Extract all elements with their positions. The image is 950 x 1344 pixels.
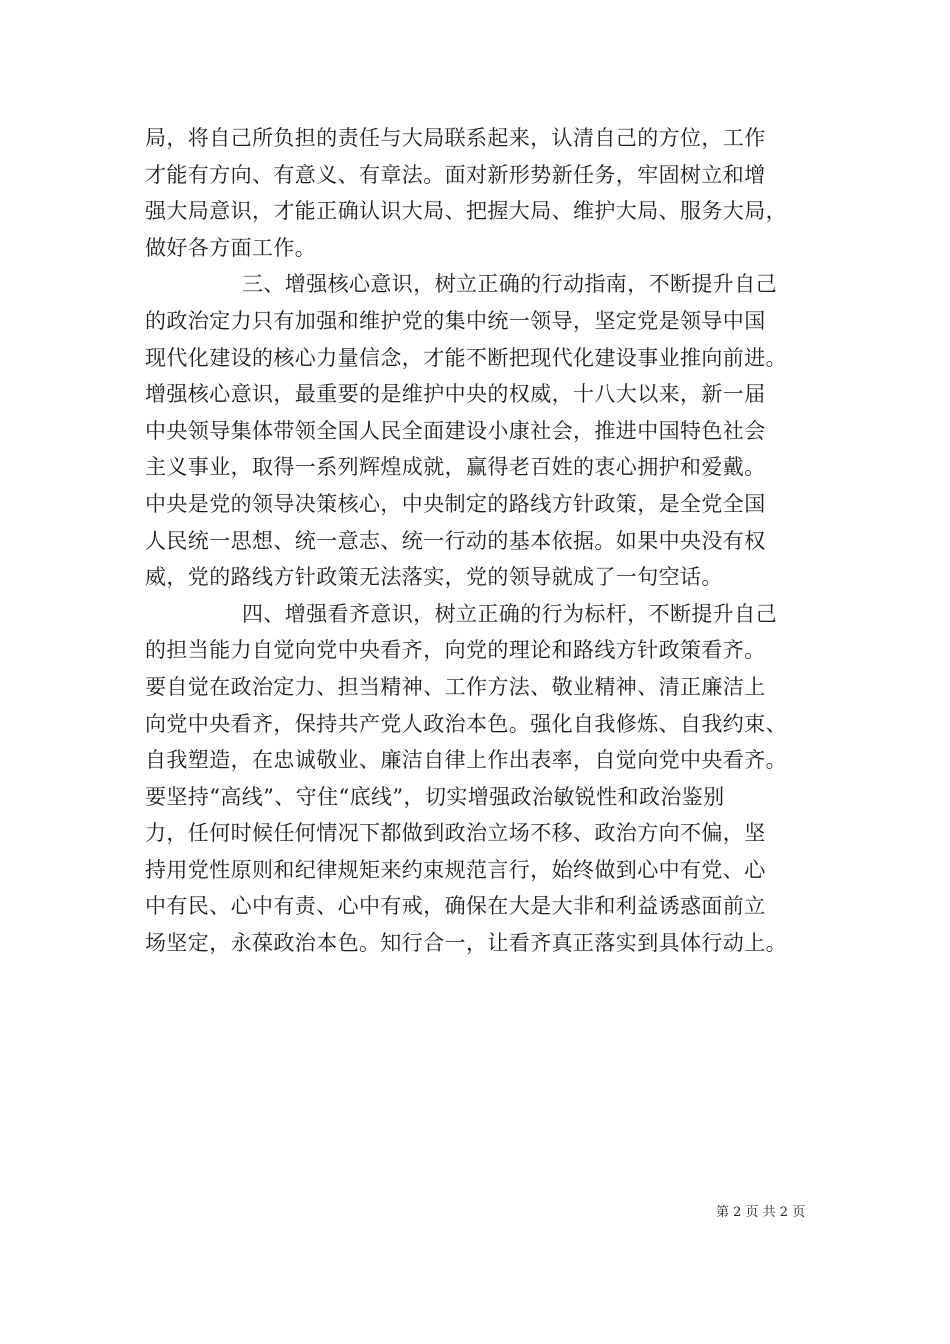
body-text — [145, 120, 810, 962]
text-line: 才能有方向、有意义、有章法。面对新形势新任务，牢固树立和增 — [145, 162, 766, 187]
text-line: 增强核心意识，最重要的是维护中央的权威，十八大以来，新一届 — [145, 382, 766, 407]
text-line: 局，将自己所负担的责任与大局联系起来，认清自己的方位，工作 — [145, 126, 766, 150]
page-number-footer: 第 2 页 共 2 页 — [716, 1205, 806, 1220]
text-line: 中央领导集体带领全国人民全面建设小康社会，推进中国特色社会 — [145, 418, 766, 443]
text-line: 向党中央看齐，保持共产党人政治本色。强化自我修炼、自我约束、 — [145, 711, 787, 736]
text-line: 要自觉在政治定力、担当精神、工作方法、敬业精神、清正廉洁上 — [145, 674, 766, 699]
text-line: 持用党性原则和纪律规矩来约束规范言行，始终做到心中有党、心 — [145, 857, 766, 882]
text-line: 做好各方面工作。 — [145, 235, 317, 260]
text-line: 的担当能力自觉向党中央看齐，向党的理论和路线方针政策看齐。 — [145, 638, 766, 663]
text-line: 力，任何时候任何情况下都做到政治立场不移、政治方向不偏，坚 — [145, 821, 766, 846]
section-four-heading-line: 四、增强看齐意识，树立正确的行为标杆，不断提升自己 — [242, 601, 777, 626]
text-line: 中央是党的领导决策核心，中央制定的路线方针政策，是全党全国 — [145, 491, 766, 516]
text-line: 中有民、心中有责、心中有戒，确保在大是大非和利益诱惑面前立 — [145, 894, 766, 919]
text-line: 强大局意识，才能正确认识大局、把握大局、维护大局、服务大局， — [145, 199, 787, 224]
text-line: 的政治定力只有加强和维护党的集中统一领导，坚定党是领导中国 — [145, 308, 766, 333]
text-line: 场坚定，永葆政治本色。知行合一，让看齐真正落实到具体行动上。 — [145, 931, 787, 956]
text-line: 现代化建设的核心力量信念，才能不断把现代化建设事业推向前进。 — [145, 345, 787, 370]
text-line: 要坚持“高线”、守住“底线”，切实增强政治敏锐性和政治鉴别 — [145, 784, 725, 809]
section-three-heading-line: 三、增强核心意识，树立正确的行动指南，不断提升自己 — [242, 272, 777, 297]
text-line: 人民统一思想、统一意志、统一行动的基本依据。如果中央没有权 — [145, 528, 766, 553]
text-line: 威，党的路线方针政策无法落实，党的领导就成了一句空话。 — [145, 565, 723, 590]
text-line: 主义事业，取得一系列辉煌成就，赢得老百姓的衷心拥护和爱戴。 — [145, 455, 766, 480]
text-line: 自我塑造，在忠诚敬业、廉洁自律上作出表率，自觉向党中央看齐。 — [145, 748, 787, 773]
